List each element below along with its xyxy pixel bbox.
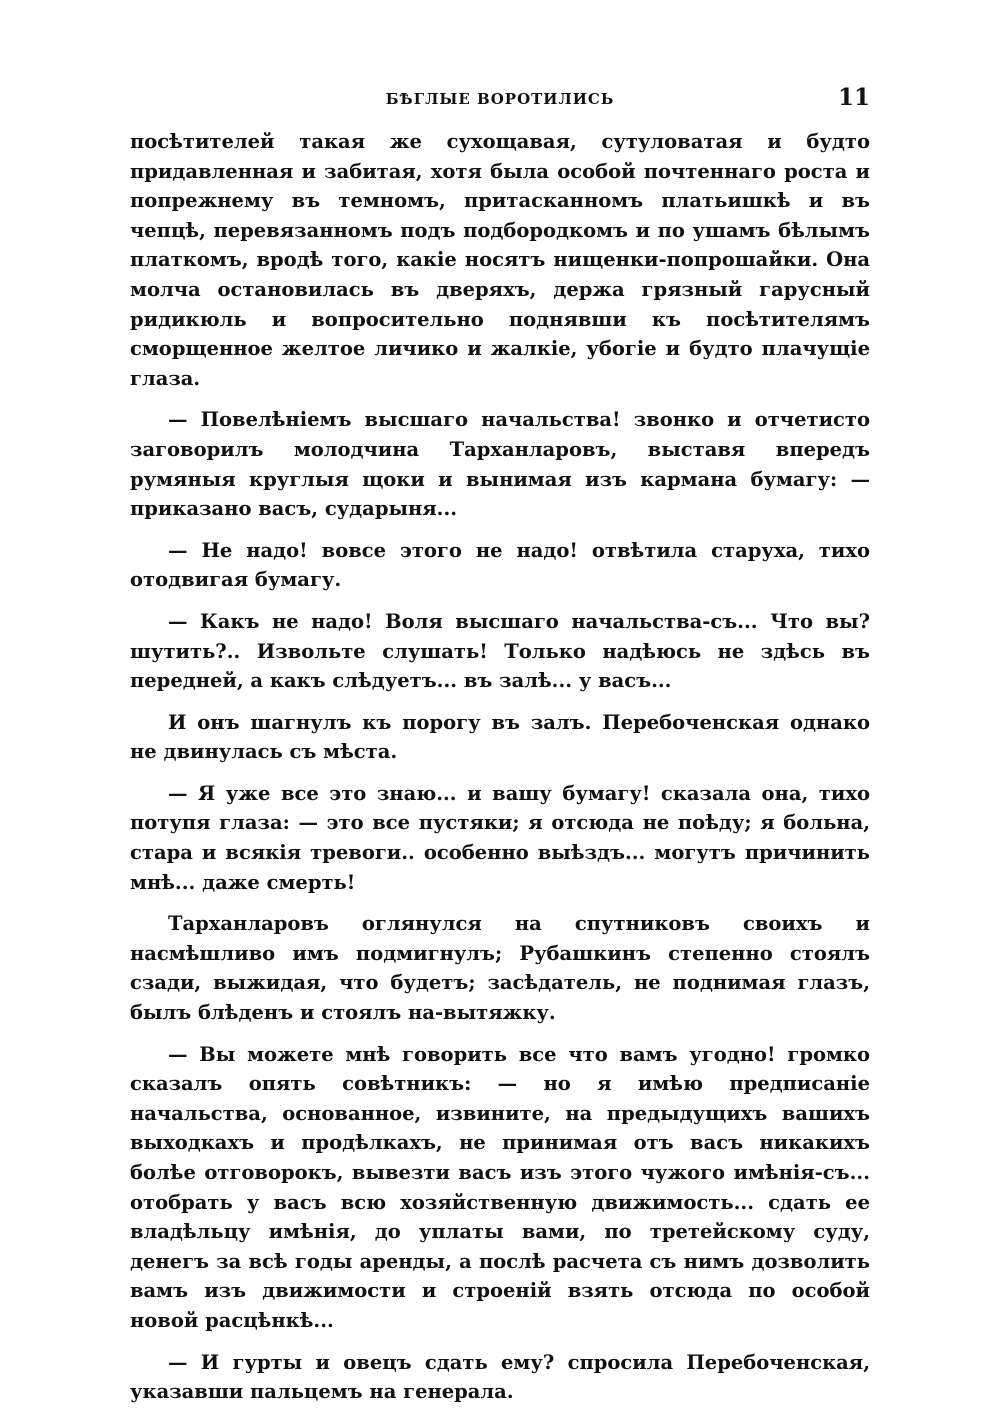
paragraph-dialog-3: — Какъ не надо! Воля высшаго начальства-съ... Что вы? шутить?.. Извольте слушать! Только надѣюсь не здѣсь въ передней, а какъ слѣдуетъ... въ залѣ... у васъ... xyxy=(130,609,870,693)
paragraph-dialog-5: — Вы можете мнѣ говорить все что вамъ угодно! громко сказалъ опять совѣтникъ: — но я имѣю предписаніе начальства, основанное, извините, на предыдущихъ вашихъ выходкахъ и продѣлкахъ, не принимая отъ васъ никакихъ болѣе отговорокъ, вывезти васъ изъ этого чужого имѣнія-съ... отобрать у васъ всю хозяйственную движимость... сдать ее владѣльцу имѣнія, до уплаты вами, по третейскому суду, денегъ за всѣ годы аренды, а послѣ расчета съ нимъ дозволить вамъ изъ движимости и строеній взять отсюда по особой новой расцѣнкѣ... xyxy=(130,1042,870,1332)
text-body xyxy=(130,127,870,1419)
running-title: БѢГЛЫЕ ВОРОТИЛИСЬ xyxy=(385,90,615,108)
paragraph-dialog-6: — И гурты и овецъ сдать ему? спросила Перебоченская, указавши пальцемъ на генерала. xyxy=(130,1350,870,1404)
paragraph-dialog-2: — Не надо! вовсе этого не надо! отвѣтила старуха, тихо отодвигая бумагу. xyxy=(130,538,870,592)
running-header xyxy=(130,86,870,116)
paragraph-narration-1: И онъ шагнулъ къ порогу въ залъ. Перебоченская однако не двинулась съ мѣста. xyxy=(130,710,870,764)
paragraph-continuation: посѣтителей такая же сухощавая, сутуловатая и будто придавленная и забитая, хотя была особой почтеннаго роста и попрежнему въ темномъ, притасканномъ платьишкѣ и въ чепцѣ, перевязанномъ подъ подбородкомъ и по ушамъ бѣлымъ платкомъ, вродѣ того, какіе носятъ нищенки-попрошайки. Она молча остановилась въ дверяхъ, держа грязный гарусный ридикюль и вопросительно поднявши къ посѣтителямъ сморщенное желтое личико и жалкіе, убогіе и будто плачущіе глаза. xyxy=(130,130,870,390)
paragraph-dialog-1: — Повелѣніемъ высшаго начальства! звонко и отчетисто заговорилъ молодчина Тарханларовъ, выставя впередъ румяныя круглыя щоки и вынимая изъ кармана бумагу: — приказано васъ, сударыня... xyxy=(130,408,870,521)
paragraph-narration-2: Тарханларовъ оглянулся на спутниковъ своихъ и насмѣшливо имъ подмигнулъ; Рубашкинъ степенно стоялъ сзади, выжидая, что будетъ; засѣдатель, не поднимая глазъ, былъ блѣденъ и стоялъ на-вытяжку. xyxy=(130,912,870,1025)
paragraph-dialog-4: — Я уже все это знаю... и вашу бумагу! сказала она, тихо потупя глаза: — это все пустяки; я отсюда не поѣду; я больна, стара и всякія тревоги.. особенно выѣздъ... могутъ причинить мнѣ... даже смерть! xyxy=(130,781,870,894)
page-number: 11 xyxy=(837,84,870,111)
